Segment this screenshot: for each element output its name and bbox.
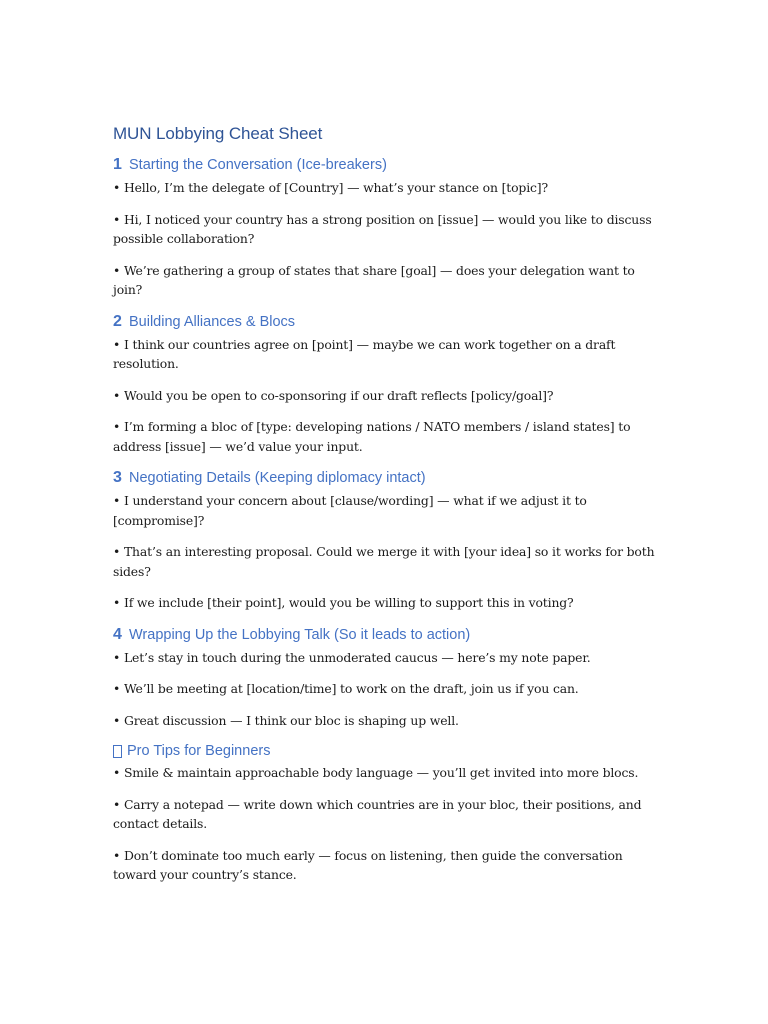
list-item: • Let’s stay in touch during the unmoderated caucus — here’s my note paper. [113, 649, 591, 665]
list-item: • Don’t dominate too much early — focus on listening, then guide the conversation toward your country’s stance. [113, 847, 623, 882]
section-wrapping-up [113, 626, 658, 731]
list-item: • Carry a notepad — write down which countries are in your bloc, their positions, and contact details. [113, 796, 642, 831]
section-heading [113, 469, 658, 487]
list-item: • We’re gathering a group of states that share [goal] — does your delegation want to join? [113, 262, 635, 297]
list-item: • Smile & maintain approachable body language — you’ll get invited into more blocs. [113, 765, 639, 780]
missing-glyph-icon [113, 745, 122, 758]
list-item: • If we include [their point], would you be willing to support this in voting? [113, 595, 574, 610]
list-item: • Great discussion — I think our bloc is shaping up well. [113, 712, 459, 728]
list-item: • Hi, I noticed your country has a strong position on [issue] — would you like to discuss possible collaboration? [113, 211, 652, 246]
section-heading-text: Wrapping Up the Lobbying Talk (So it leads to action) [129, 626, 471, 643]
section-building-alliances [113, 313, 658, 457]
list-item: • Would you be open to co-sponsoring if our draft reflects [policy/goal]? [113, 387, 554, 403]
list-item: • I think our countries agree on [point] — maybe we can work together on a draft resolution. [113, 336, 616, 371]
list-item: • Hello, I’m the delegate of [Country] — what’s your stance on [topic]? [113, 180, 548, 195]
section-heading [113, 743, 658, 759]
section-number: 2 [113, 312, 122, 330]
section-number: 1 [113, 156, 122, 173]
section-heading [113, 313, 658, 331]
section-heading-text: Negotiating Details (Keeping diplomacy intact) [129, 470, 426, 486]
list-item: • I’m forming a bloc of [type: developing nations / NATO members / island states] to address [issue] — we’d value your input. [113, 419, 631, 454]
section-heading [113, 156, 658, 174]
list-item: • We’ll be meeting at [location/time] to work on the draft, join us if you can. [113, 681, 579, 696]
section-starting-conversation [113, 156, 658, 300]
list-item: • I understand your concern about [clause/wording] — what if we adjust it to [compromise]? [113, 493, 587, 528]
section-pro-tips [113, 743, 658, 885]
list-item: • That’s an interesting proposal. Could we merge it with [your idea] so it works for both sides? [113, 544, 655, 579]
section-heading [113, 626, 658, 644]
section-heading-text: Starting the Conversation (Ice-breakers) [129, 157, 387, 173]
section-heading-text: Building Alliances & Blocs [129, 313, 296, 330]
section-number: 4 [113, 625, 122, 643]
section-negotiating-details [113, 469, 658, 613]
section-heading-text: Pro Tips for Beginners [127, 743, 271, 759]
document-body [113, 124, 658, 898]
section-number: 3 [113, 469, 122, 486]
page-title: MUN Lobbying Cheat Sheet [113, 124, 323, 143]
